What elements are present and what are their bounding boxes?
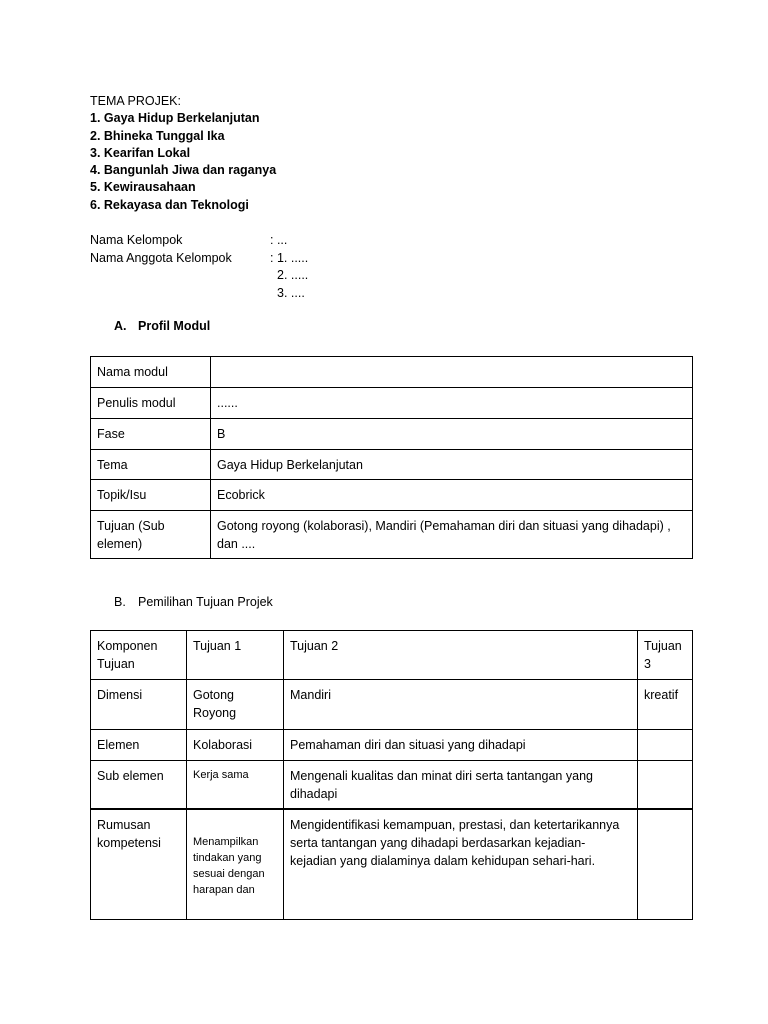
- profile-label: Tema: [91, 450, 211, 480]
- profile-value: ......: [211, 388, 693, 419]
- table-row: [91, 680, 693, 730]
- table-cell: Dimensi: [91, 680, 187, 730]
- table-cell: Mengidentifikasi kemampuan, prestasi, dan ketertarikannya serta tantangan yang dihadapi berdasarkan kejadian-kejadian yang dialaminya dalam kehidupan sehari-hari.: [284, 809, 638, 920]
- theme-item: 4. Bangunlah Jiwa dan raganya: [90, 163, 277, 178]
- profile-label: Topik/Isu: [91, 480, 211, 511]
- table-cell: Sub elemen: [91, 761, 187, 809]
- group-member-1: : 1. .....: [270, 250, 309, 265]
- group-info: [90, 232, 390, 302]
- section-a-letter: A.: [114, 319, 127, 333]
- table-cell: [638, 761, 693, 809]
- section-b-title: Pemilihan Tujuan Projek: [138, 595, 273, 609]
- table-cell: Kolaborasi: [187, 730, 284, 761]
- profile-label: Penulis modul: [91, 388, 211, 419]
- section-b-heading: [114, 595, 273, 609]
- group-member-2: 2. .....: [277, 268, 309, 282]
- column-header: Tujuan 1: [187, 631, 284, 680]
- theme-list: [90, 93, 276, 214]
- group-name-label: Nama Kelompok: [90, 233, 183, 247]
- theme-title: TEMA PROJEK:: [90, 94, 181, 108]
- table-cell: [638, 730, 693, 761]
- table-row: [91, 809, 693, 920]
- column-header: Komponen Tujuan: [91, 631, 187, 680]
- table-row: [91, 388, 693, 419]
- section-a-title: Profil Modul: [138, 319, 211, 333]
- profile-value: B: [211, 419, 693, 450]
- group-member-3: 3. ....: [277, 285, 305, 300]
- profile-value: Gotong royong (kolaborasi), Mandiri (Pemahaman diri dan situasi yang dihadapi) , dan ....: [211, 511, 693, 559]
- profile-label: Fase: [91, 419, 211, 450]
- table-row: [91, 357, 693, 388]
- table-cell: Mandiri: [284, 680, 638, 730]
- table-row: [91, 511, 693, 559]
- theme-item: 3. Kearifan Lokal: [90, 145, 191, 160]
- column-header: Tujuan 2: [284, 631, 638, 680]
- profile-value: Ecobrick: [211, 480, 693, 511]
- table-cell: Gotong Royong: [187, 680, 284, 730]
- profile-table: [90, 356, 693, 559]
- profile-value: Gaya Hidup Berkelanjutan: [211, 450, 693, 480]
- profile-label: Nama modul: [91, 357, 211, 388]
- table-row: [91, 761, 693, 809]
- table-cell: Pemahaman diri dan situasi yang dihadapi: [284, 730, 638, 761]
- profile-label: Tujuan (Sub elemen): [91, 511, 211, 559]
- table-cell: Mengenali kualitas dan minat diri serta tantangan yang dihadapi: [284, 761, 638, 809]
- table-cell: Rumusan kompetensi: [91, 809, 187, 920]
- table-row: [91, 480, 693, 511]
- theme-item: 5. Kewirausahaan: [90, 180, 196, 195]
- table-row: [91, 730, 693, 761]
- group-members-label: Nama Anggota Kelompok: [90, 250, 232, 265]
- group-name-value: : ...: [270, 233, 288, 247]
- table-header-row: [91, 631, 693, 680]
- table-row: [91, 419, 693, 450]
- profile-value: [211, 357, 693, 388]
- table-cell: Kerja sama: [187, 761, 284, 809]
- table-cell: [638, 809, 693, 920]
- table-cell: Elemen: [91, 730, 187, 761]
- section-b-letter: B.: [114, 595, 126, 609]
- theme-item: 1. Gaya Hidup Berkelanjutan: [90, 111, 260, 126]
- objectives-table: [90, 630, 693, 920]
- column-header: Tujuan 3: [638, 631, 693, 680]
- table-cell: kreatif: [638, 680, 693, 730]
- theme-item: 6. Rekayasa dan Teknologi: [90, 197, 249, 212]
- table-row: [91, 450, 693, 480]
- theme-item: 2. Bhineka Tunggal Ika: [90, 128, 225, 143]
- section-a-heading: [114, 319, 210, 333]
- table-cell: Menampilkan tindakan yang sesuai dengan harapan dan: [187, 809, 284, 920]
